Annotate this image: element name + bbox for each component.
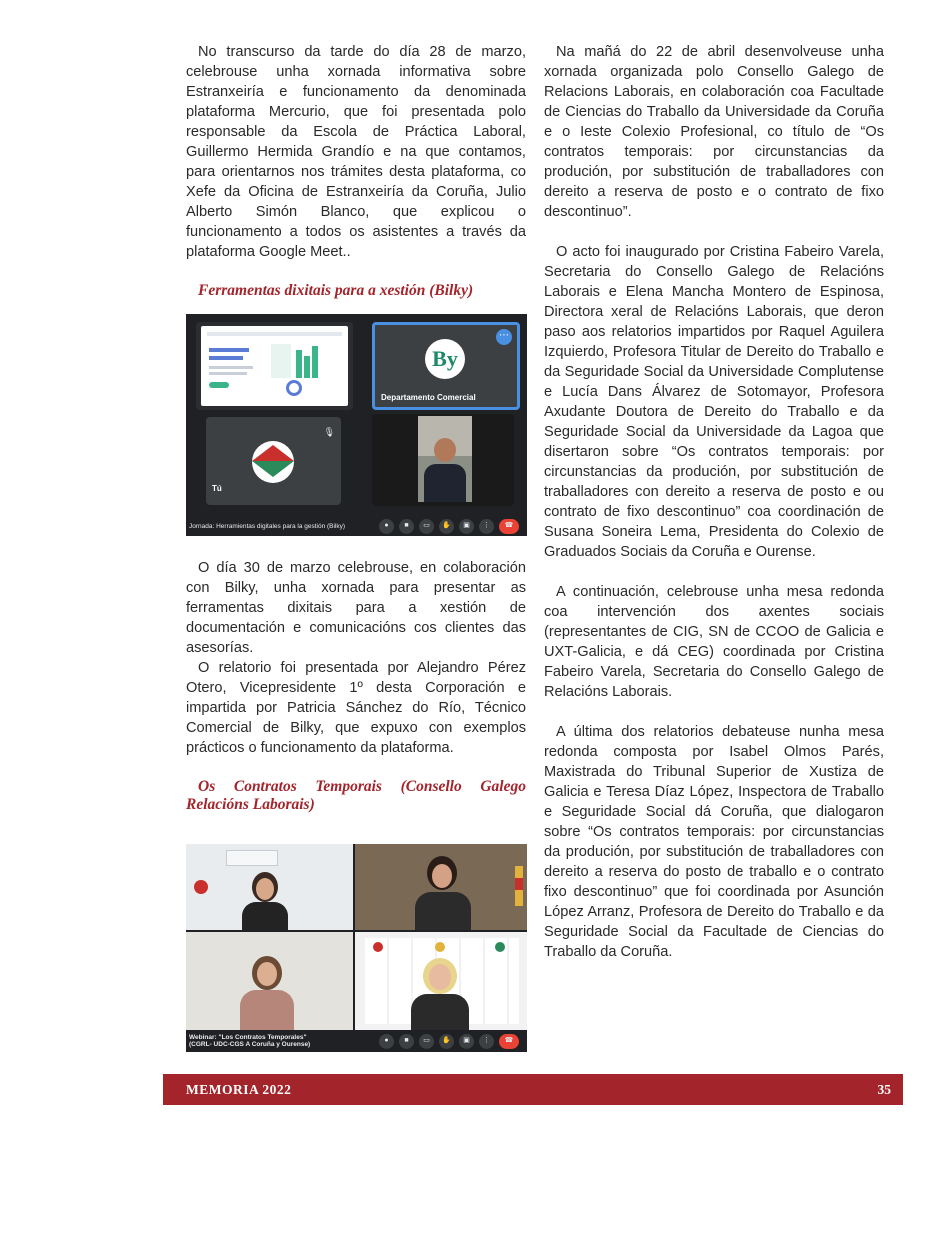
meet-screenshot-bilky xyxy=(186,314,527,536)
webinar-caption xyxy=(186,1034,379,1048)
left-column xyxy=(186,42,526,1052)
paragraph-ultima-mesa: A última dos relatorios debateuse nunha mesa redonda composta por Isabel Olmos Parés, Maxistrada do Tribunal Superior de Xustiza de Galicia e Teresa Díaz López, Inspectora de Traballo e Seguridade Social dá Coruña, que dialogaron sobre “Os contratos temporais: por circunstancias da produción, por substitución de traballadores con dereito a reserva do posto de traballo e o contrato fixo descontinuo” que foi coordinada por Asunción López Arranz, Profesora de Dereito do Traballo e da Seguridade Social da Facultade de Ciencias do Traballo da Coruña. xyxy=(544,724,884,960)
speaker-tile-4 xyxy=(355,932,527,1032)
webinar-caption-line-1: Webinar: "Los Contratos Temporales" xyxy=(189,1034,307,1041)
more-icon[interactable]: ⋮ xyxy=(479,519,494,534)
mic-off-icon: 🎙 xyxy=(323,427,335,437)
paragraph-mesa-redonda: A continuación, celebrouse unha mesa redonda coa intervención dos axentes sociais (representantes de CIG, SN de CCOO de Galicia e UXT-Galicia, e dá CEG) coordinada por Cristina Fabeiro Varela, Secretaria do Consello Galego de Relacións Laborais. xyxy=(544,584,884,700)
paragraph-estranxeria: No transcurso da tarde do día 28 de marzo, celebrouse unha xornada informativa sobre Estranxeiría e funcionamento da denominada plataforma Mercurio, que foi presentada polo responsable da Escola de Práctica Laboral, Guillermo Hermida Grandío e na que contamos, para orientarnos nos trámites desta plataforma, co Xefe da Oficina de Estranxeiría da Coruña, Julio Alberto Simón Blanco, que explicou o funcionamento a todos os asistentes a través da plataforma Google Meet.. xyxy=(186,44,526,260)
heading-bilky: Ferramentas dixitais para a xestión (Bilky) xyxy=(198,282,474,299)
self-view-tile xyxy=(206,417,341,505)
present-icon[interactable]: ▣ xyxy=(459,1034,474,1049)
raise-hand-icon[interactable]: ✋ xyxy=(439,1034,454,1049)
heading-contratos: Os Contratos Temporais (Consello Galego Relacións Laborais) xyxy=(186,778,526,813)
bilky-logo xyxy=(425,339,465,379)
webinar-caption-line-2: (CGRL- UDC-CGS A Coruña y Ourense) xyxy=(189,1041,311,1048)
paragraph-bilky-intro: O día 30 de marzo celebrouse, en colaboración con Bilky, unha xornada para presentar as ferramentas dixitais para a xestión de documentación e comunicacións cos clientes das asesorías. xyxy=(186,560,526,656)
departamento-comercial-tile xyxy=(372,322,520,410)
presenter-video-tile xyxy=(372,414,514,506)
footer-title: MEMORIA 2022 xyxy=(186,1082,292,1097)
captions-icon[interactable]: ▭ xyxy=(419,1034,434,1049)
webinar-control-bar xyxy=(186,1030,527,1052)
speaker-tile-1 xyxy=(186,844,353,930)
tile-label: Departamento Comercial xyxy=(381,393,476,402)
more-icon[interactable]: ⋮ xyxy=(479,1034,494,1049)
bilky-logo-text: By xyxy=(432,346,458,371)
shared-screen-tile xyxy=(196,322,353,410)
page-number: 35 xyxy=(877,1082,891,1097)
mic-icon[interactable]: ● xyxy=(379,1034,394,1049)
hangup-icon[interactable]: ☎ xyxy=(499,1034,519,1049)
camera-icon[interactable]: ■ xyxy=(399,519,414,534)
meeting-caption: Jornada: Herramientas digitales para la gestión (Bilky) xyxy=(189,522,346,530)
present-icon[interactable]: ▣ xyxy=(459,519,474,534)
meet-control-bar xyxy=(186,516,527,536)
right-column xyxy=(544,42,884,962)
speaker-tile-3 xyxy=(186,932,353,1032)
paragraph-acto-inaugurado: O acto foi inaugurado por Cristina Fabeiro Varela, Secretaria do Consello Galego de Relacións Laborais e Elena Mancha Montero de Espinosa, Directora xeral de Relacións Laborais, que deron paso aos relatorios impartidos por Raquel Aguilera Izquierdo, Profesora Titular de Dereito do Traballo e da Seguridade Social da Universidade Complutense e Lucía Dans Álvarez de Sotomayor, Profesora Axudante Doutora de Dereito do Traballo e da Seguridade Social da Universidade da Lagoa que disertaron sobre “Os contratos temporais: por circunstancias da produción, por substitución de traballadores con dereito a reserva de posto e ou contrato de fixo descontinuo” coa coordinación de Susana Soneira Lema, Presidenta do Colexio de Graduados Sociais da Coruña e Ourense. xyxy=(544,244,884,560)
more-options-icon[interactable]: ⋯ xyxy=(496,329,512,345)
self-label: Tú xyxy=(212,484,222,493)
page-footer xyxy=(163,1074,903,1105)
paragraph-xornada-intro: Na mañá do 22 de abril desenvolveuse unha xornada organizada polo Consello Galego de Relacions Laborais, en colaboración coa Facultade de Ciencias do Traballo da Universidade da Coruña e o Ieste Colexio Profesional, co título de “Os contratos temporais: por circunstancias da produción, por substitución de traballadores con dereito a reserva de posto e o contrato de fixo descontinuo”. xyxy=(544,44,884,220)
hangup-icon[interactable]: ☎ xyxy=(499,519,519,534)
mic-icon[interactable]: ● xyxy=(379,519,394,534)
organization-logo xyxy=(252,441,294,483)
captions-icon[interactable]: ▭ xyxy=(419,519,434,534)
camera-icon[interactable]: ■ xyxy=(399,1034,414,1049)
speaker-tile-2 xyxy=(355,844,527,930)
paragraph-bilky-speakers: O relatorio foi presentada por Alejandro Pérez Otero, Vicepresidente 1º desta Corporación e impartida por Patricia Sánchez do Río, Técnico Comercial de Bilky, que expuxo con exemplos prácticos o funcionamento da plataforma. xyxy=(186,660,526,756)
raise-hand-icon[interactable]: ✋ xyxy=(439,519,454,534)
meet-screenshot-webinar xyxy=(186,844,527,1052)
